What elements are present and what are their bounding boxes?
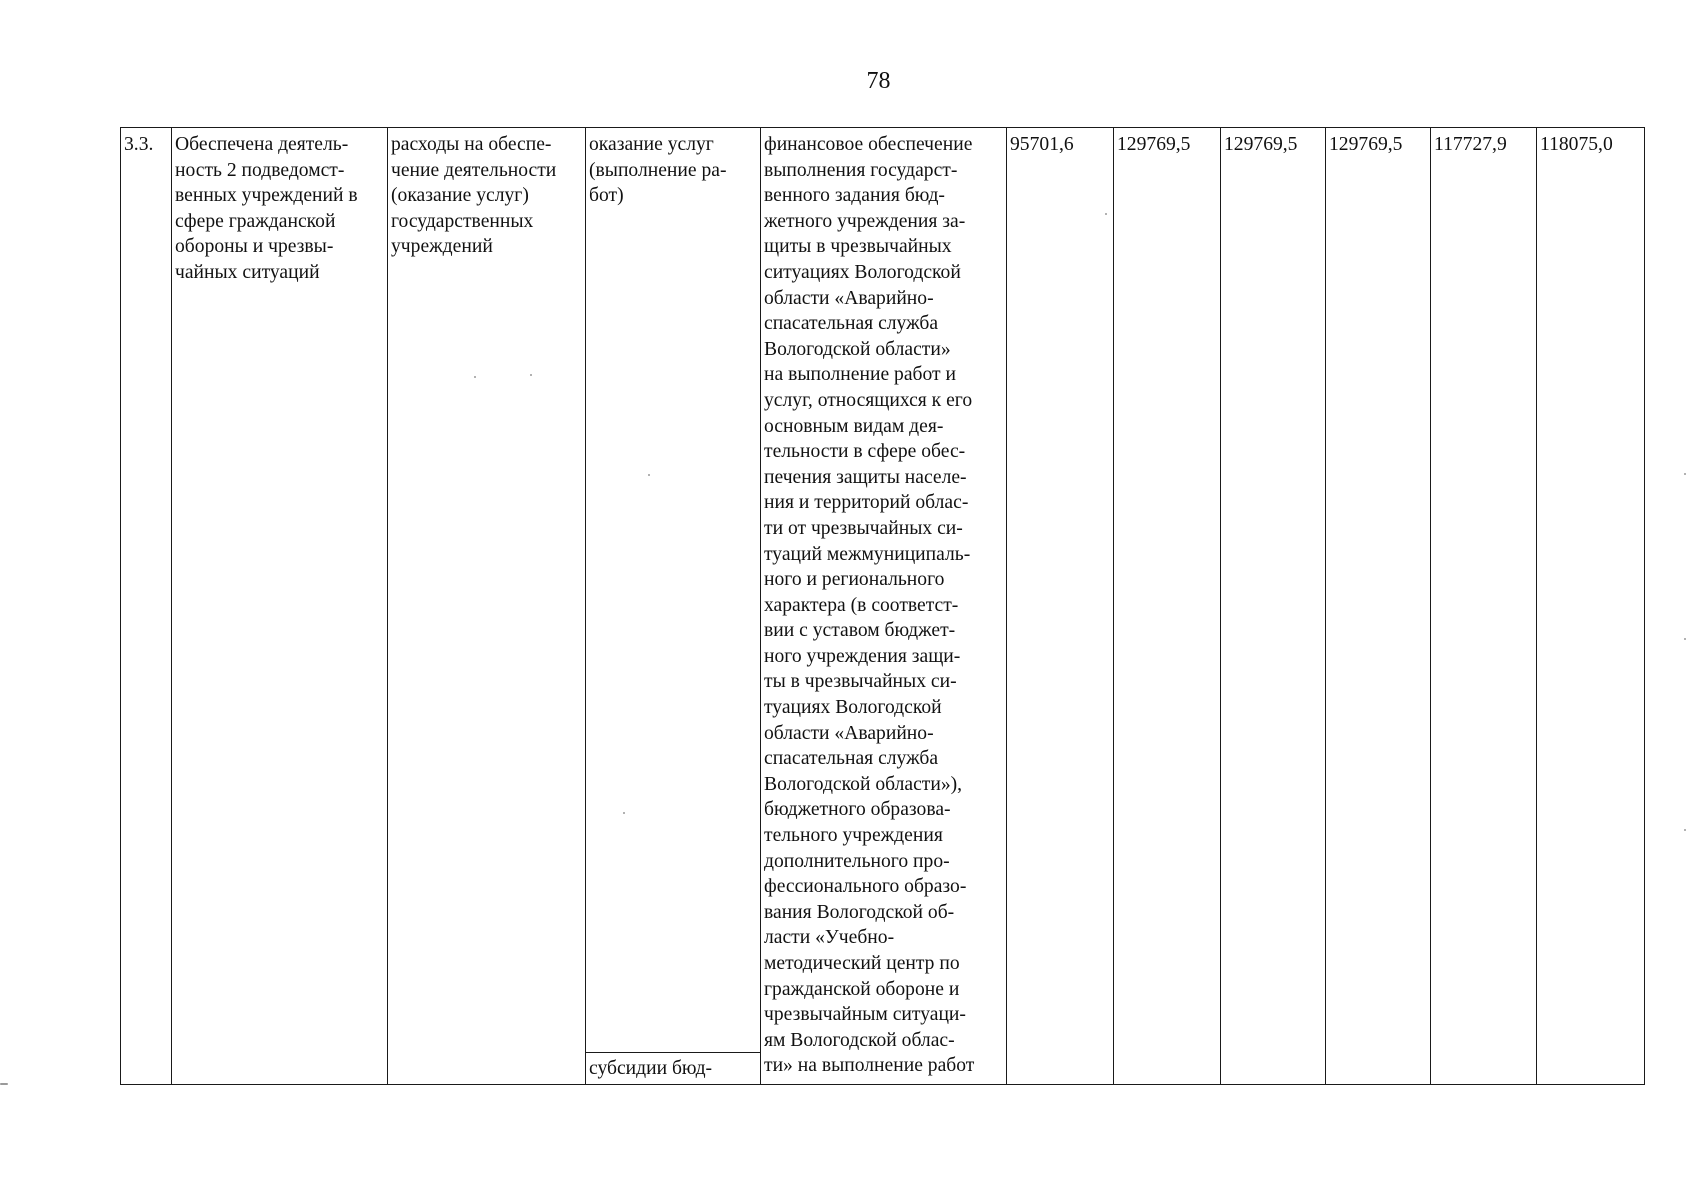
result-cell: Обеспечена деятель- ность 2 подведомст- венных учреждений в сфере гражданской обороны и чрезвы- чайных ситуаций <box>172 128 388 1085</box>
scan-speck <box>648 474 650 476</box>
service-cell <box>586 128 761 1085</box>
value-cell-1: 95701,6 <box>1007 128 1114 1085</box>
scan-speck <box>474 376 476 378</box>
scan-speck <box>1684 473 1686 475</box>
row-index-cell: 3.3. <box>121 128 172 1085</box>
value-cell-5: 117727,9 <box>1431 128 1537 1085</box>
scan-speck <box>530 374 532 376</box>
service-sub-text: субсидии бюд- <box>586 1052 760 1084</box>
value-cell-3: 129769,5 <box>1221 128 1326 1085</box>
table-row <box>121 128 1645 1085</box>
service-text: оказание услуг (выполнение ра- бот) <box>589 134 727 207</box>
budget-table <box>120 127 1645 1085</box>
scan-speck <box>1684 829 1686 831</box>
description-cell: финансовое обеспечение выполнения государст- венного задания бюд- жетного учреждения за- щиты в чрезвычайных ситуациях Вологодской области «Аварийно- спасательная служба Вологодской области» на выполнение работ и услуг, относящихся к его основным видам дея- тельности в сфере обес- печения защиты населе- ния и территорий облас- ти от чрезвычайных си- туаций межмуниципаль- ного и регионального характера (в соответст- вии с уставом бюджет- ного учреждения защи- ты в чрезвычайных си- туациях Вологодской области «Аварийно- спасательная служба Вологодской области»), бюджетного образова- тельного учреждения дополнительного про- фессионального образо- вания Вологодской об- ласти «Учебно- методический центр по гражданской обороне и чрезвычайным ситуаци- ям Вологодской облас- ти» на выполнение работ <box>761 128 1007 1085</box>
value-cell-4: 129769,5 <box>1326 128 1431 1085</box>
scan-speck <box>1684 638 1686 640</box>
scan-speck <box>1105 213 1107 215</box>
page-number: 78 <box>866 68 891 94</box>
scan-speck <box>0 1083 8 1085</box>
value-cell-2: 129769,5 <box>1114 128 1221 1085</box>
scan-speck <box>623 812 625 814</box>
value-cell-6: 118075,0 <box>1537 128 1645 1085</box>
expense-type-cell: расходы на обеспе- чение деятельности (оказание услуг) государственных учреждений <box>388 128 586 1085</box>
